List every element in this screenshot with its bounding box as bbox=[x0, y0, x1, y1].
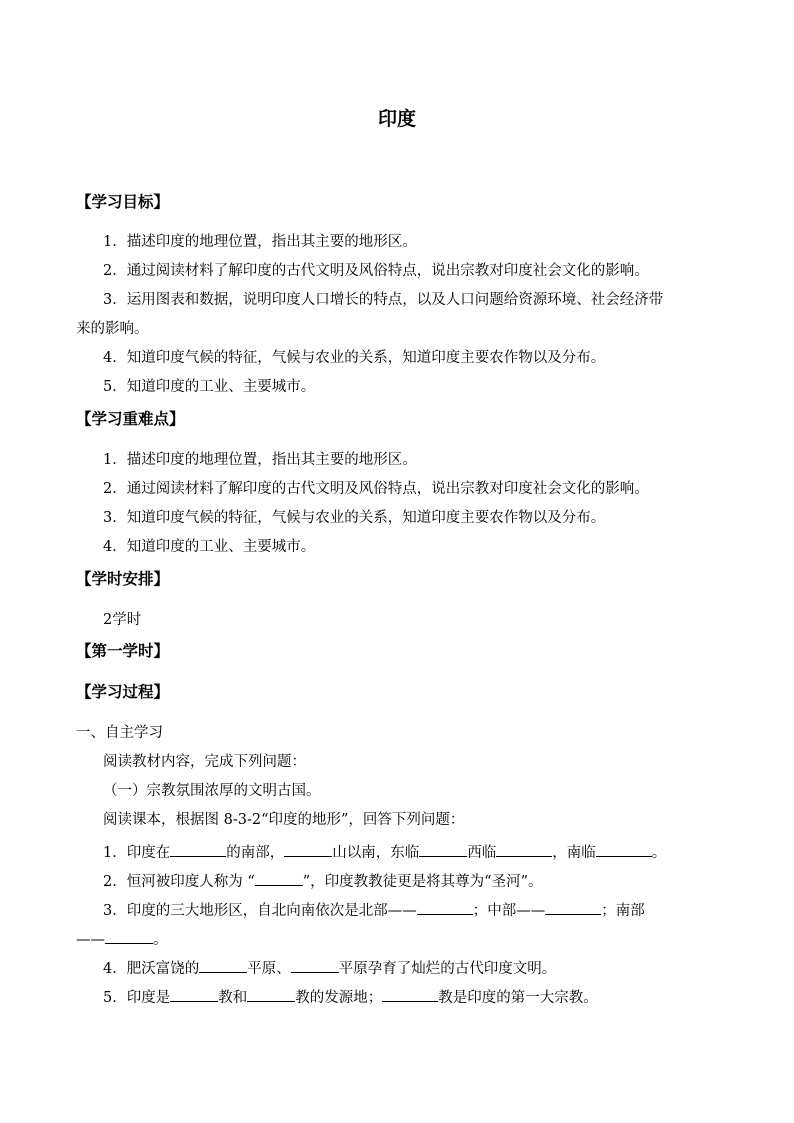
intro-text: 阅读教材内容，完成下列问题： bbox=[103, 754, 306, 770]
answer-blank[interactable] bbox=[596, 842, 652, 857]
process-heading: 【学习过程】 bbox=[76, 682, 170, 701]
key-item: 4．知道印度的工业、主要城市。 bbox=[103, 539, 316, 555]
key-item: 2．通过阅读材料了解印度的古代文明及风俗特点，说出宗教对印度社会文化的影响。 bbox=[103, 481, 649, 497]
answer-blank[interactable] bbox=[291, 958, 339, 973]
goal-item: 5．知道印度的工业、主要城市。 bbox=[103, 379, 316, 395]
answer-blank[interactable] bbox=[419, 842, 467, 857]
goal-item: 1．描述印度的地理位置，指出其主要的地形区。 bbox=[103, 234, 417, 250]
key-item: 1．描述印度的地理位置，指出其主要的地形区。 bbox=[103, 452, 417, 468]
question-3: 3．印度的三大地形区，自北向南依次是北部—— ；中部—— ；南部 bbox=[103, 900, 645, 921]
part-heading: 一、自主学习 bbox=[76, 725, 163, 741]
schedule-heading: 【学时安排】 bbox=[76, 569, 170, 588]
question-3-continued: —— 。 bbox=[76, 929, 168, 950]
goal-item: 3．运用图表和数据，说明印度人口增长的特点，以及人口问题给资源环境、社会经济带 bbox=[103, 292, 664, 308]
answer-blank[interactable] bbox=[255, 871, 303, 886]
key-points-heading: 【学习重难点】 bbox=[76, 409, 185, 428]
question-1: 1．印度在 的南部， 山以南，东临 西临 ，南临 。 bbox=[103, 842, 666, 863]
answer-blank[interactable] bbox=[170, 842, 226, 857]
answer-blank[interactable] bbox=[199, 958, 247, 973]
question-5: 5．印度是 教和 教的发源地； 教是印度的第一大宗教。 bbox=[103, 987, 598, 1008]
key-item: 3．知道印度气候的特征，气候与农业的关系，知道印度主要农作物以及分布。 bbox=[103, 510, 606, 526]
answer-blank[interactable] bbox=[284, 842, 332, 857]
goal-item: 2．通过阅读材料了解印度的古代文明及风俗特点，说出宗教对印度社会文化的影响。 bbox=[103, 263, 649, 279]
answer-blank[interactable] bbox=[247, 987, 295, 1002]
first-period-heading: 【第一学时】 bbox=[76, 641, 170, 660]
answer-blank[interactable] bbox=[382, 987, 438, 1002]
page-title: 印度 bbox=[377, 108, 416, 130]
answer-blank[interactable] bbox=[417, 900, 473, 915]
answer-blank[interactable] bbox=[545, 900, 601, 915]
answer-blank[interactable] bbox=[170, 987, 218, 1002]
sub-heading: （一）宗教氛围浓厚的文明古国。 bbox=[103, 783, 321, 799]
goal-item-continued: 来的影响。 bbox=[76, 321, 149, 337]
answer-blank[interactable] bbox=[496, 842, 552, 857]
answer-blank[interactable] bbox=[105, 929, 153, 944]
read-map-text: 阅读课本，根据图 8-3-2“印度的地形”，回答下列问题： bbox=[103, 812, 465, 828]
goals-heading: 【学习目标】 bbox=[76, 192, 170, 211]
question-2: 2．恒河被印度人称为 “ ”，印度教教徒更是将其尊为“圣河”。 bbox=[103, 871, 543, 892]
schedule-text: 2学时 bbox=[103, 612, 142, 628]
goal-item: 4．知道印度气候的特征，气候与农业的关系，知道印度主要农作物以及分布。 bbox=[103, 350, 606, 366]
question-4: 4．肥沃富饶的 平原、 平原孕育了灿烂的古代印度文明。 bbox=[103, 958, 556, 979]
